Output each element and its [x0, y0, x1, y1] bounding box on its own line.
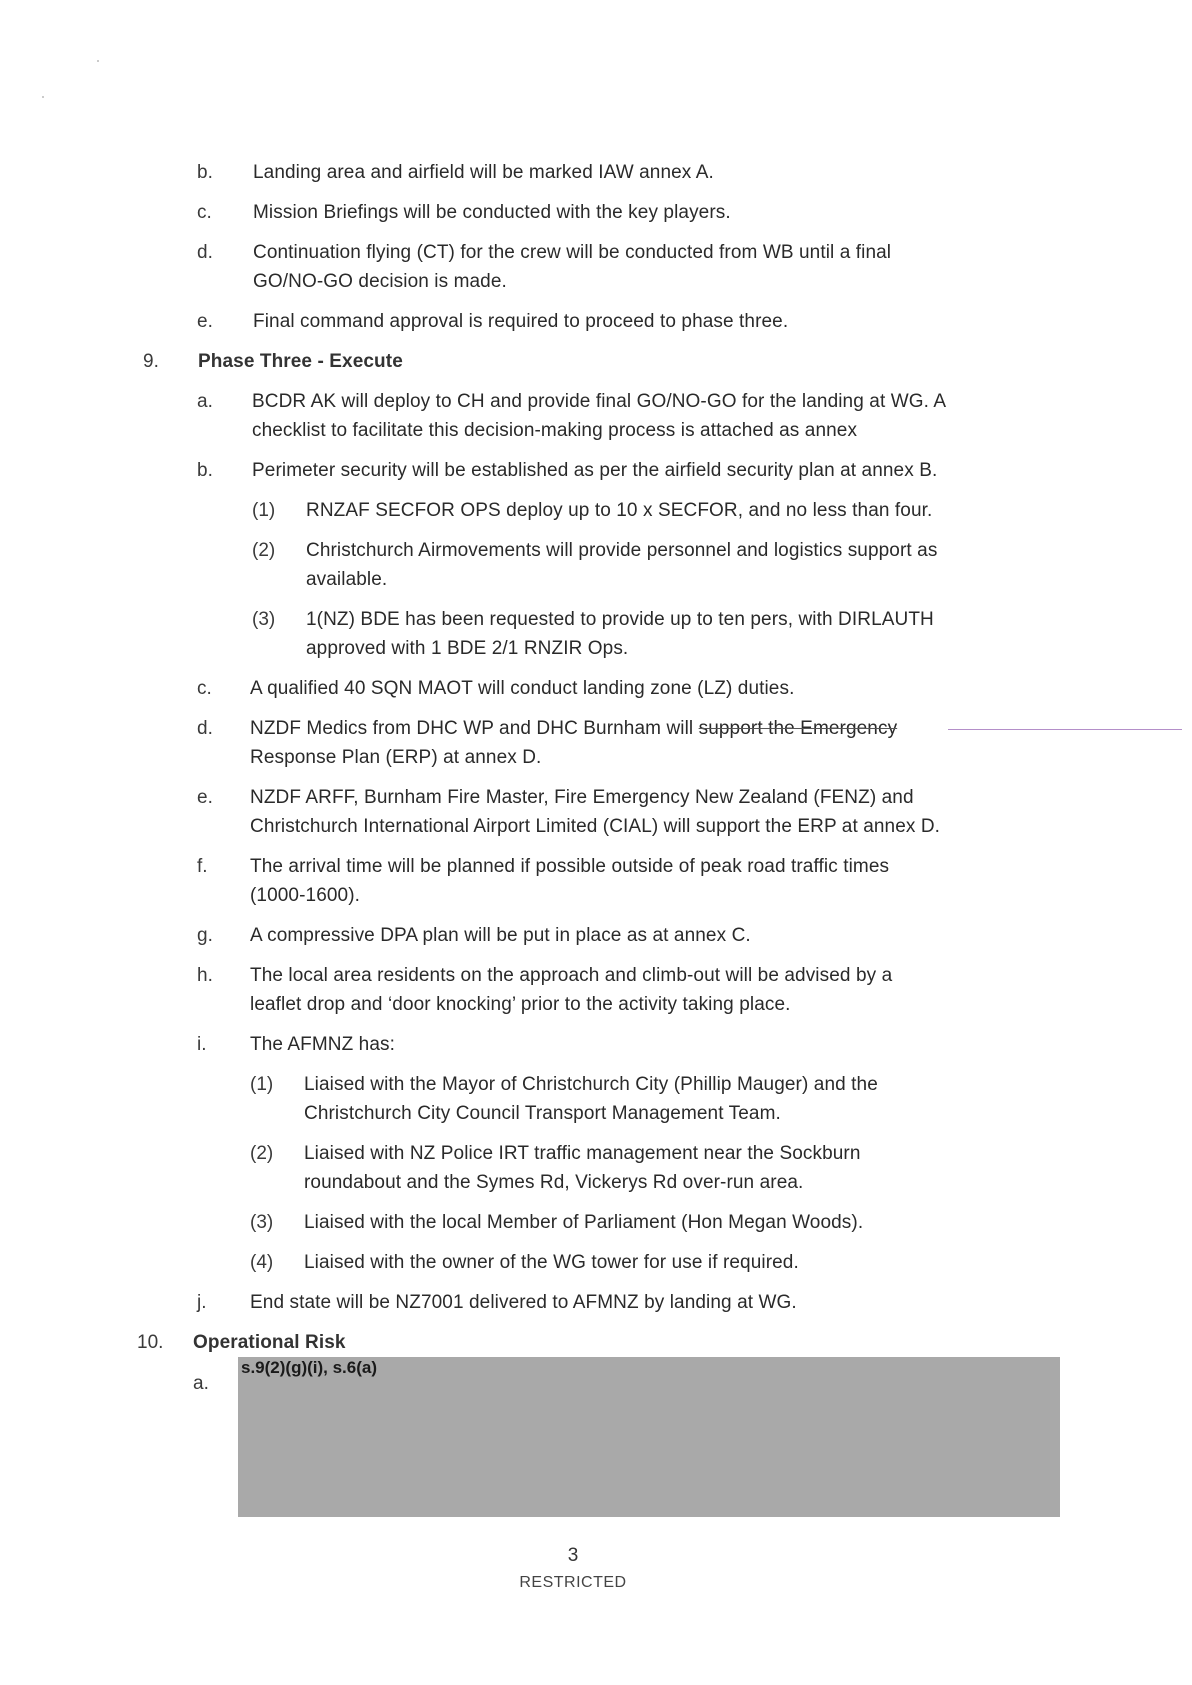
subitem-label: (4)	[250, 1252, 274, 1273]
item-text: Response Plan (ERP) at annex D.	[250, 747, 542, 768]
item-label: e.	[197, 787, 213, 808]
subitem-label: (2)	[250, 1143, 274, 1164]
subitem-text: roundabout and the Symes Rd, Vickerys Rd over-run area.	[304, 1172, 804, 1193]
item-label: f.	[197, 856, 208, 877]
subitem-label: (1)	[252, 500, 276, 521]
item-text: (1000-1600).	[250, 885, 360, 906]
subitem-label: (1)	[250, 1074, 274, 1095]
struck-text: support the Emergency	[698, 718, 898, 739]
section-number: 9.	[143, 351, 159, 372]
item-text: GO/NO-GO decision is made.	[253, 271, 507, 292]
item-label: e.	[197, 311, 213, 332]
item-text-plain: NZDF Medics from DHC WP and DHC Burnham will	[250, 718, 699, 739]
item-text: Continuation flying (CT) for the crew will be conducted from WB until a final	[253, 242, 892, 263]
subitem-text: Liaised with the owner of the WG tower for use if required.	[304, 1252, 799, 1273]
section-number: 10.	[137, 1332, 164, 1353]
item-label: c.	[197, 202, 212, 223]
item-text: End state will be NZ7001 delivered to AFMNZ by landing at WG.	[250, 1292, 797, 1313]
item-label: b.	[197, 460, 213, 481]
subitem-text: Christchurch Airmovements will provide personnel and logistics support as	[306, 540, 938, 561]
subitem-text: 1(NZ) BDE has been requested to provide up to ten pers, with DIRLAUTH	[306, 609, 934, 630]
item-text: Perimeter security will be established as per the airfield security plan at annex B.	[252, 460, 938, 481]
item-text: NZDF ARFF, Burnham Fire Master, Fire Emergency New Zealand (FENZ) and	[250, 787, 914, 808]
scan-speck	[42, 96, 44, 98]
item-text: Christchurch International Airport Limited (CIAL) will support the ERP at annex D.	[250, 816, 941, 837]
item-text: BCDR AK will deploy to CH and provide final GO/NO-GO for the landing at WG. A	[252, 391, 947, 412]
item-text: Landing area and airfield will be marked IAW annex A.	[253, 162, 714, 183]
subitem-label: (3)	[252, 609, 276, 630]
subitem-text: RNZAF SECFOR OPS deploy up to 10 x SECFOR, and no less than four.	[306, 500, 933, 521]
item-label: d.	[197, 718, 213, 739]
page-number: 3	[567, 1545, 579, 1566]
item-text: A compressive DPA plan will be put in place as at annex C.	[250, 925, 751, 946]
item-text: checklist to facilitate this decision-making process is attached as annex	[252, 420, 858, 441]
item-label: c.	[197, 678, 212, 699]
item-text: leaflet drop and ‘door knocking’ prior to the activity taking place.	[250, 994, 791, 1015]
item-label: a.	[193, 1373, 209, 1394]
scan-speck	[97, 60, 99, 62]
subitem-text: approved with 1 BDE 2/1 RNZIR Ops.	[306, 638, 629, 659]
item-text: The local area residents on the approach and climb-out will be advised by a	[250, 965, 893, 986]
item-text	[250, 714, 897, 743]
redaction-block	[238, 1357, 1060, 1517]
item-label: g.	[197, 925, 213, 946]
subitem-text: Liaised with the local Member of Parliament (Hon Megan Woods).	[304, 1212, 864, 1233]
item-text: A qualified 40 SQN MAOT will conduct landing zone (LZ) duties.	[250, 678, 795, 699]
item-text: Final command approval is required to proceed to phase three.	[253, 311, 789, 332]
section-heading: Phase Three - Execute	[198, 351, 403, 372]
subitem-label: (2)	[252, 540, 276, 561]
item-text: The arrival time will be planned if possible outside of peak road traffic times	[250, 856, 890, 877]
redaction-code: s.9(2)(g)(i), s.6(a)	[241, 1358, 378, 1377]
item-label: i.	[197, 1034, 207, 1055]
item-label: h.	[197, 965, 213, 986]
item-label: d.	[197, 242, 213, 263]
subitem-text: available.	[306, 569, 388, 590]
item-label: j.	[197, 1292, 207, 1313]
subitem-label: (3)	[250, 1212, 274, 1233]
subitem-text: Liaised with the Mayor of Christchurch City (Phillip Mauger) and the	[304, 1074, 878, 1095]
item-label: b.	[197, 162, 213, 183]
item-label: a.	[197, 391, 213, 412]
section-heading: Operational Risk	[193, 1332, 346, 1353]
item-text: The AFMNZ has:	[250, 1034, 395, 1055]
classification-marking: RESTRICTED	[519, 1574, 627, 1591]
item-text: Mission Briefings will be conducted with the key players.	[253, 202, 731, 223]
markup-line	[948, 729, 1182, 730]
subitem-text: Christchurch City Council Transport Management Team.	[304, 1103, 781, 1124]
subitem-text: Liaised with NZ Police IRT traffic management near the Sockburn	[304, 1143, 861, 1164]
